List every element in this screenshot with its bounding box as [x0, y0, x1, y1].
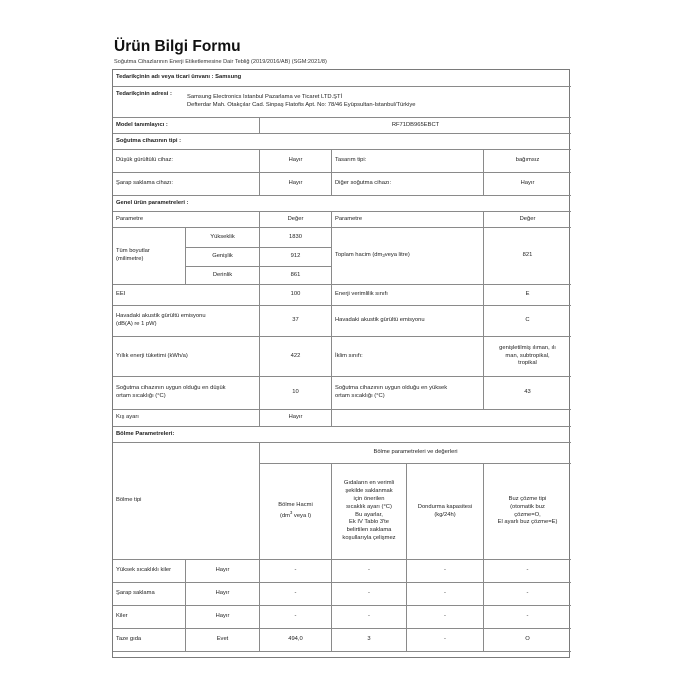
supplier-name-row — [113, 70, 571, 87]
volume-col-header-line2 — [280, 510, 311, 521]
winter-setting-row — [113, 410, 571, 427]
compartment-present: Hayır — [185, 606, 259, 628]
dimensions-label-line2: (milimetre) — [116, 256, 144, 262]
compartment-name: Taze gıda — [116, 636, 142, 643]
noise-value: 37 — [259, 306, 331, 336]
defrost-col-header — [483, 463, 571, 560]
compartment-defrost: - — [483, 606, 571, 628]
compartment-defrost: - — [483, 583, 571, 605]
compartment-temp: - — [331, 606, 406, 628]
compartment-name: Kiler — [116, 613, 128, 620]
compartment-defrost: O — [483, 629, 571, 651]
cooling-type-header-row — [113, 134, 571, 150]
low-noise-label: Düşük gürültülü cihaz: — [116, 157, 174, 164]
climate-class-value-line2: man, subtropikal, — [505, 352, 550, 359]
depth-label: Derinlik — [185, 266, 259, 285]
noise-label-line2: (dB(A) re 1 pW) — [116, 321, 157, 327]
info-table — [112, 69, 570, 658]
compartment-freeze: - — [406, 629, 483, 651]
width-value: 912 — [259, 247, 331, 266]
volume-col-header — [259, 463, 331, 560]
winter-setting-value: Hayır — [259, 410, 331, 426]
temp-col-header-line5: Bu ayarlar, — [355, 511, 383, 518]
model-value: RF71DB965EBCT — [259, 118, 571, 133]
param-header-row — [113, 212, 571, 228]
supplier-address-row — [113, 87, 571, 118]
table-row — [113, 606, 571, 629]
dim-divider-1 — [185, 247, 331, 248]
volume-unit-post: veya l) — [292, 512, 311, 519]
winter-setting-empty — [331, 410, 571, 426]
table-row — [113, 583, 571, 606]
temp-col-header-line7: belirtilen saklama — [346, 527, 392, 534]
temp-col-header — [331, 463, 406, 560]
supplier-name: Tedarikçinin adı veya ticari ünvanı : Samsung — [116, 74, 242, 81]
eei-row — [113, 285, 571, 306]
compartment-name: Şarap saklama — [116, 590, 155, 597]
total-volume-unit-sup: 3 — [382, 253, 385, 259]
compartment-volume: - — [259, 583, 331, 605]
depth-value: 861 — [259, 266, 331, 285]
total-volume-label-rest: veya litre) — [384, 252, 410, 259]
ambient-temp-row — [113, 377, 571, 410]
defrost-col-header-line1: Buz çözme tipi — [508, 495, 547, 502]
noise-class-value: C — [483, 306, 571, 336]
compartment-freeze: - — [406, 583, 483, 605]
temp-col-header-line4: sıcaklık ayarı (°C) — [346, 503, 392, 510]
wine-cabinet-value: Hayır — [259, 173, 331, 195]
compartment-present: Evet — [185, 629, 259, 651]
dimensions-label — [113, 228, 185, 284]
model-row — [113, 118, 571, 134]
value-col-header-2: Değer — [483, 212, 571, 227]
general-params-header-row — [113, 196, 571, 212]
dim-divider-2 — [185, 266, 331, 267]
cooling-type-header: Soğutma cihazının tipi : — [116, 137, 182, 144]
max-temp-label-line1: Soğutma cihazının uygun olduğu en yüksek — [335, 385, 448, 392]
compartment-temp: - — [331, 583, 406, 605]
param-col-header-2: Parametre — [331, 212, 483, 227]
noise-label-line1: Havadaki akustik gürültü emisyonu — [116, 313, 206, 320]
energy-class-label: Enerji verimlilik sınıfı — [331, 285, 483, 305]
freeze-col-header — [406, 463, 483, 560]
design-type-value: bağımsız — [483, 150, 571, 172]
design-type-label: Tasarım tipi: — [331, 150, 483, 172]
low-noise-value: Hayır — [259, 150, 331, 172]
value-col-header: Değer — [259, 212, 331, 227]
compartment-params-group-header: Bölme parametreleri ve değerleri — [259, 443, 571, 463]
compartment-volume: - — [259, 560, 331, 582]
total-volume-value: 821 — [483, 228, 571, 284]
min-temp-label-line1: Soğutma cihazının uygun olduğu en düşük — [116, 385, 226, 392]
temp-col-header-line1: Gıdaların en verimli — [343, 480, 395, 487]
climate-class-value — [483, 337, 571, 376]
defrost-col-header-line4: El ayarlı buz çözme=E) — [497, 519, 558, 526]
annual-energy-row — [113, 337, 571, 377]
max-temp-label — [331, 377, 483, 409]
dimensions-label-line1: Tüm boyutlar — [116, 248, 150, 255]
freeze-col-header-line1: Dondurma kapasitesi — [417, 503, 473, 510]
height-label: Yükseklik — [185, 228, 259, 247]
low-noise-row — [113, 150, 571, 173]
wine-cabinet-row — [113, 173, 571, 196]
width-label: Genişlik — [185, 247, 259, 266]
total-volume-label — [331, 228, 483, 284]
eei-value: 100 — [259, 285, 331, 305]
compartment-temp: 3 — [331, 629, 406, 651]
compartments-header: Bölme Parametreleri: — [116, 430, 175, 437]
annual-energy-label: Yıllık enerji tüketimi (kWh/a) — [116, 352, 188, 359]
product-info-sheet — [112, 38, 570, 658]
compartments-col-header-row — [113, 443, 571, 560]
model-label: Model tanımlayıcı : — [116, 121, 168, 128]
volume-unit-pre: (dm — [279, 512, 290, 519]
height-value: 1830 — [259, 228, 331, 247]
volume-unit-sup: 3 — [289, 510, 293, 516]
defrost-col-header-line2: (otomatik buz — [510, 503, 545, 510]
compartment-name: Yüksek sıcaklıklı kiler — [116, 567, 172, 574]
volume-col-header-line1: Bölme Hacmi — [278, 502, 313, 509]
compartment-present: Hayır — [185, 560, 259, 582]
other-appliance-label: Diğer soğutma cihazı: — [331, 173, 483, 195]
compartment-volume: - — [259, 606, 331, 628]
general-params-header: Genel ürün parametreleri : — [116, 199, 189, 206]
noise-row — [113, 306, 571, 337]
annual-energy-value: 422 — [259, 337, 331, 376]
energy-class-value: E — [483, 285, 571, 305]
max-temp-value: 43 — [483, 377, 571, 409]
compartment-type-header: Bölme tipi — [116, 497, 142, 504]
dimensions-row — [113, 228, 571, 285]
eei-label: EEI — [116, 291, 126, 298]
table-row — [113, 629, 571, 652]
compartment-present: Hayır — [185, 583, 259, 605]
total-volume-label-text: Toplam hacim (dm — [335, 252, 383, 259]
min-temp-value: 10 — [259, 377, 331, 409]
compartment-freeze: - — [406, 560, 483, 582]
temp-col-header-line2: şekilde saklanmak — [345, 488, 393, 495]
min-temp-label-line2: ortam sıcaklığı (°C) — [116, 393, 166, 399]
min-temp-label — [113, 377, 259, 409]
temp-col-header-line8: koşullarıyla çelişmez — [342, 534, 396, 541]
table-row — [113, 560, 571, 583]
supplier-address-line2: Defterdar Mah. Otakçılar Cad. Sinpaş Flatofis Apt. No: 78/46 Eyüpsultan-Istanbul/Türkiye — [187, 102, 416, 108]
supplier-address-line1: Samsung Electronics Istanbul Pazarlama ve Ticaret LTD.ŞTİ — [187, 94, 343, 101]
noise-class-label: Havadaki akustik gürültü emisyonu — [331, 306, 483, 336]
other-appliance-value: Hayır — [483, 173, 571, 195]
supplier-address — [187, 87, 571, 117]
wine-cabinet-label: Şarap saklama cihazı: — [116, 180, 174, 187]
compartment-defrost: - — [483, 560, 571, 582]
compartment-freeze: - — [406, 606, 483, 628]
supplier-address-label: Tedarikçinin adresi : — [116, 91, 172, 97]
page-title: Ürün Bilgi Formu — [114, 38, 241, 55]
regulation-subtitle: Soğutma Cihazlarının Enerji Etiketlemesine Dair Tebliğ (2019/2016/AB) (SGM:2021/8) — [114, 59, 327, 65]
climate-class-value-line1: genişletilmiş ılıman, ılı — [499, 344, 556, 351]
climate-class-value-line3: tropikal — [518, 360, 537, 367]
freeze-col-header-line2: (kg/24h) — [434, 511, 456, 518]
temp-col-header-line6: Ek IV Tablo 3'te — [349, 519, 389, 526]
defrost-col-header-line3: çözme=O, — [514, 511, 541, 518]
temp-col-header-line3: için önerilen — [353, 495, 385, 502]
winter-setting-label: Kış ayarı — [116, 414, 139, 421]
compartments-header-row — [113, 427, 571, 443]
max-temp-label-line2: ortam sıcaklığı (°C) — [335, 393, 385, 399]
noise-label — [113, 306, 259, 336]
climate-class-label: İklim sınıfı: — [331, 337, 483, 376]
compartment-volume: 494,0 — [259, 629, 331, 651]
compartment-temp: - — [331, 560, 406, 582]
param-col-header: Parametre — [116, 215, 144, 222]
